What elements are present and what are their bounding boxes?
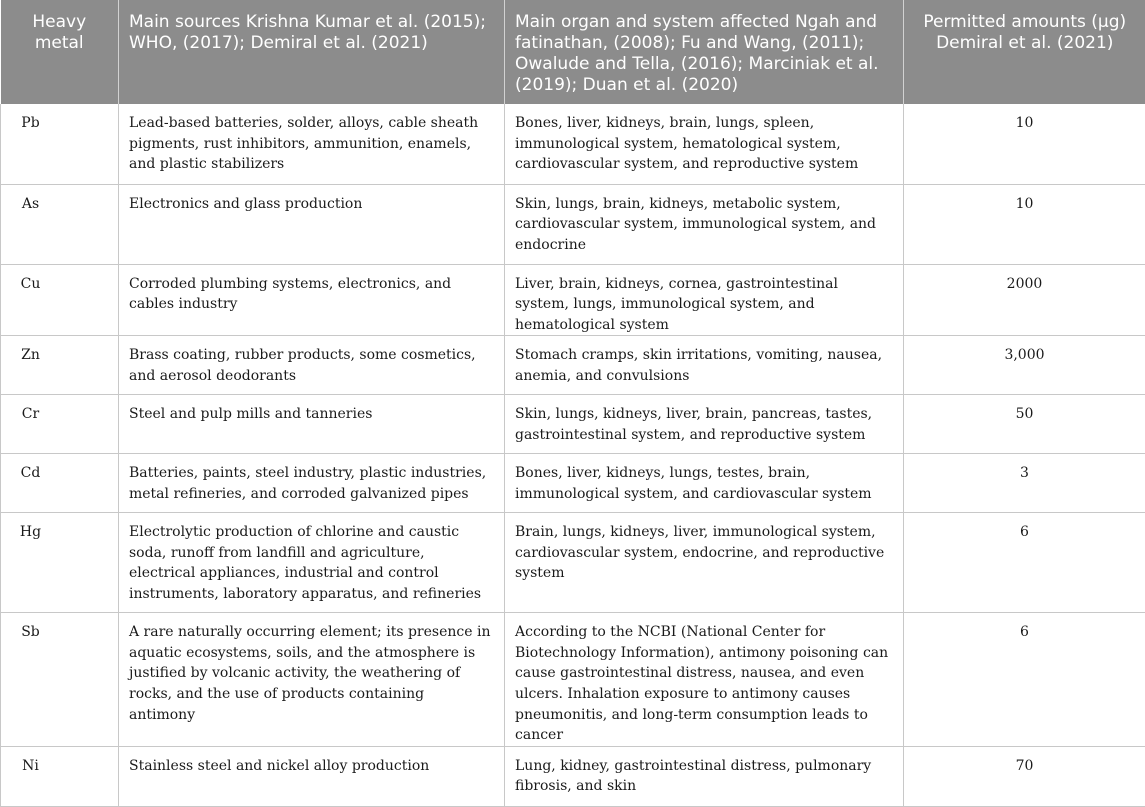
cell-affected: Bones, liver, kidneys, brain, lungs, spleen, immunological system, hematological system, cardiovascular system, and reproductive system [505,104,904,184]
table-row [1,336,1145,395]
table-row [1,395,1145,454]
cell-sources: Electronics and glass production [119,184,505,264]
header-row [1,0,1145,104]
table-row [1,613,1145,747]
header-main-sources: Main sources Krishna Kumar et al. (2015); WHO, (2017); Demiral et al. (2021) [119,0,505,104]
table-row [1,454,1145,513]
cell-affected: Stomach cramps, skin irritations, vomiting, nausea, anemia, and convulsions [505,336,904,395]
table-row [1,184,1145,264]
cell-sources: Electrolytic production of chlorine and caustic soda, runoff from landfill and agriculture, electrical appliances, industrial and control instruments, laboratory apparatus, and refineries [119,513,505,613]
cell-sources: Batteries, paints, steel industry, plastic industries, metal refineries, and corroded galvanized pipes [119,454,505,513]
cell-sources: Lead-based batteries, solder, alloys, cable sheath pigments, rust inhibitors, ammunition, enamels, and plastic stabilizers [119,104,505,184]
cell-affected: Brain, lungs, kidneys, liver, immunological system, cardiovascular system, endocrine, and reproductive system [505,513,904,613]
table-header [1,0,1145,104]
cell-amount: 6 [904,613,1145,747]
header-heavy-metal: Heavy metal [1,0,119,104]
cell-amount: 2000 [904,264,1145,336]
cell-sources: Steel and pulp mills and tanneries [119,395,505,454]
table-row [1,513,1145,613]
cell-affected: Lung, kidney, gastrointestinal distress, pulmonary fibrosis, and skin [505,746,904,806]
cell-amount: 70 [904,746,1145,806]
cell-affected: According to the NCBI (National Center for Biotechnology Information), antimony poisoning can cause gastrointestinal distress, nausea, and even ulcers. Inhalation exposure to antimony causes pneumonitis, and long-term consumption leads to cancer [505,613,904,747]
cell-metal: Hg [1,513,119,613]
table-row [1,104,1145,184]
cell-amount: 6 [904,513,1145,613]
header-organ-system: Main organ and system affected Ngah and fatinathan, (2008); Fu and Wang, (2011); Owalude and Tella, (2016); Marciniak et al. (2019); Duan et al. (2020) [505,0,904,104]
cell-sources: A rare naturally occurring element; its presence in aquatic ecosystems, soils, and the atmosphere is justified by volcanic activity, the weathering of rocks, and the use of products containing antimony [119,613,505,747]
cell-affected: Bones, liver, kidneys, lungs, testes, brain, immunological system, and cardiovascular system [505,454,904,513]
cell-metal: Cd [1,454,119,513]
cell-amount: 10 [904,184,1145,264]
table-row [1,264,1145,336]
cell-metal: As [1,184,119,264]
cell-metal: Pb [1,104,119,184]
header-permitted-amounts: Permitted amounts (µg) Demiral et al. (2021) [904,0,1145,104]
cell-sources: Stainless steel and nickel alloy production [119,746,505,806]
cell-metal: Ni [1,746,119,806]
cell-sources: Corroded plumbing systems, electronics, and cables industry [119,264,505,336]
cell-amount: 10 [904,104,1145,184]
cell-sources: Brass coating, rubber products, some cosmetics, and aerosol deodorants [119,336,505,395]
table-row [1,746,1145,806]
cell-amount: 50 [904,395,1145,454]
cell-metal: Zn [1,336,119,395]
cell-metal: Cu [1,264,119,336]
table-body [1,104,1145,806]
cell-affected: Liver, brain, kidneys, cornea, gastrointestinal system, lungs, immunological system, and hematological system [505,264,904,336]
cell-affected: Skin, lungs, brain, kidneys, metabolic system, cardiovascular system, immunological system, and endocrine [505,184,904,264]
cell-metal: Sb [1,613,119,747]
cell-affected: Skin, lungs, kidneys, liver, brain, pancreas, tastes, gastrointestinal system, and reproductive system [505,395,904,454]
cell-amount: 3,000 [904,336,1145,395]
cell-amount: 3 [904,454,1145,513]
cell-metal: Cr [1,395,119,454]
